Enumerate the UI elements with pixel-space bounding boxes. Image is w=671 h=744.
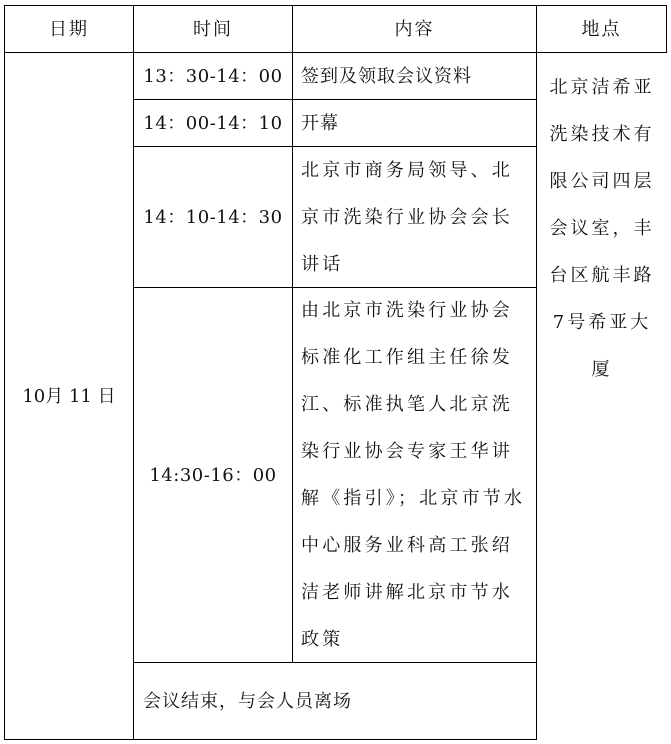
row-1-time: 13：30-14：00 [143, 65, 283, 87]
rule-time-content [292, 5, 293, 663]
row-3-content: 北京市商务局领导、北京市洗染行业协会会长讲话 [301, 159, 513, 275]
location-cell: 北京洁希亚洗染技术有限公司四层会议室，丰台区航丰路7号希亚大厦 [549, 76, 655, 380]
row-1-content: 签到及领取会议资料 [301, 65, 472, 87]
row-3-time: 14：10-14：30 [143, 206, 283, 228]
header-time: 时间 [193, 18, 233, 40]
header-location: 地点 [581, 18, 622, 40]
rule-right [666, 5, 667, 53]
header-date: 日期 [49, 18, 89, 40]
row-4-content: 由北京市洗染行业协会标准化工作组主任徐发江、标准执笔人北京洗染行业协会专家王华讲解《指引》；北京市节水中心服务业科高工张绍洁老师讲解北京市节水政策 [301, 300, 526, 650]
row-2-time: 14：00-14：10 [143, 112, 283, 134]
row-4-time: 14:30-16：00 [149, 464, 277, 486]
rule-content-location [536, 5, 537, 740]
closing-row: 会议结束，与会人员离场 [143, 690, 352, 712]
row-2-content: 开幕 [301, 112, 339, 134]
header-content: 内容 [394, 18, 435, 40]
rule-bottom [4, 739, 537, 740]
date-cell: 10月 11 日 [22, 385, 116, 407]
